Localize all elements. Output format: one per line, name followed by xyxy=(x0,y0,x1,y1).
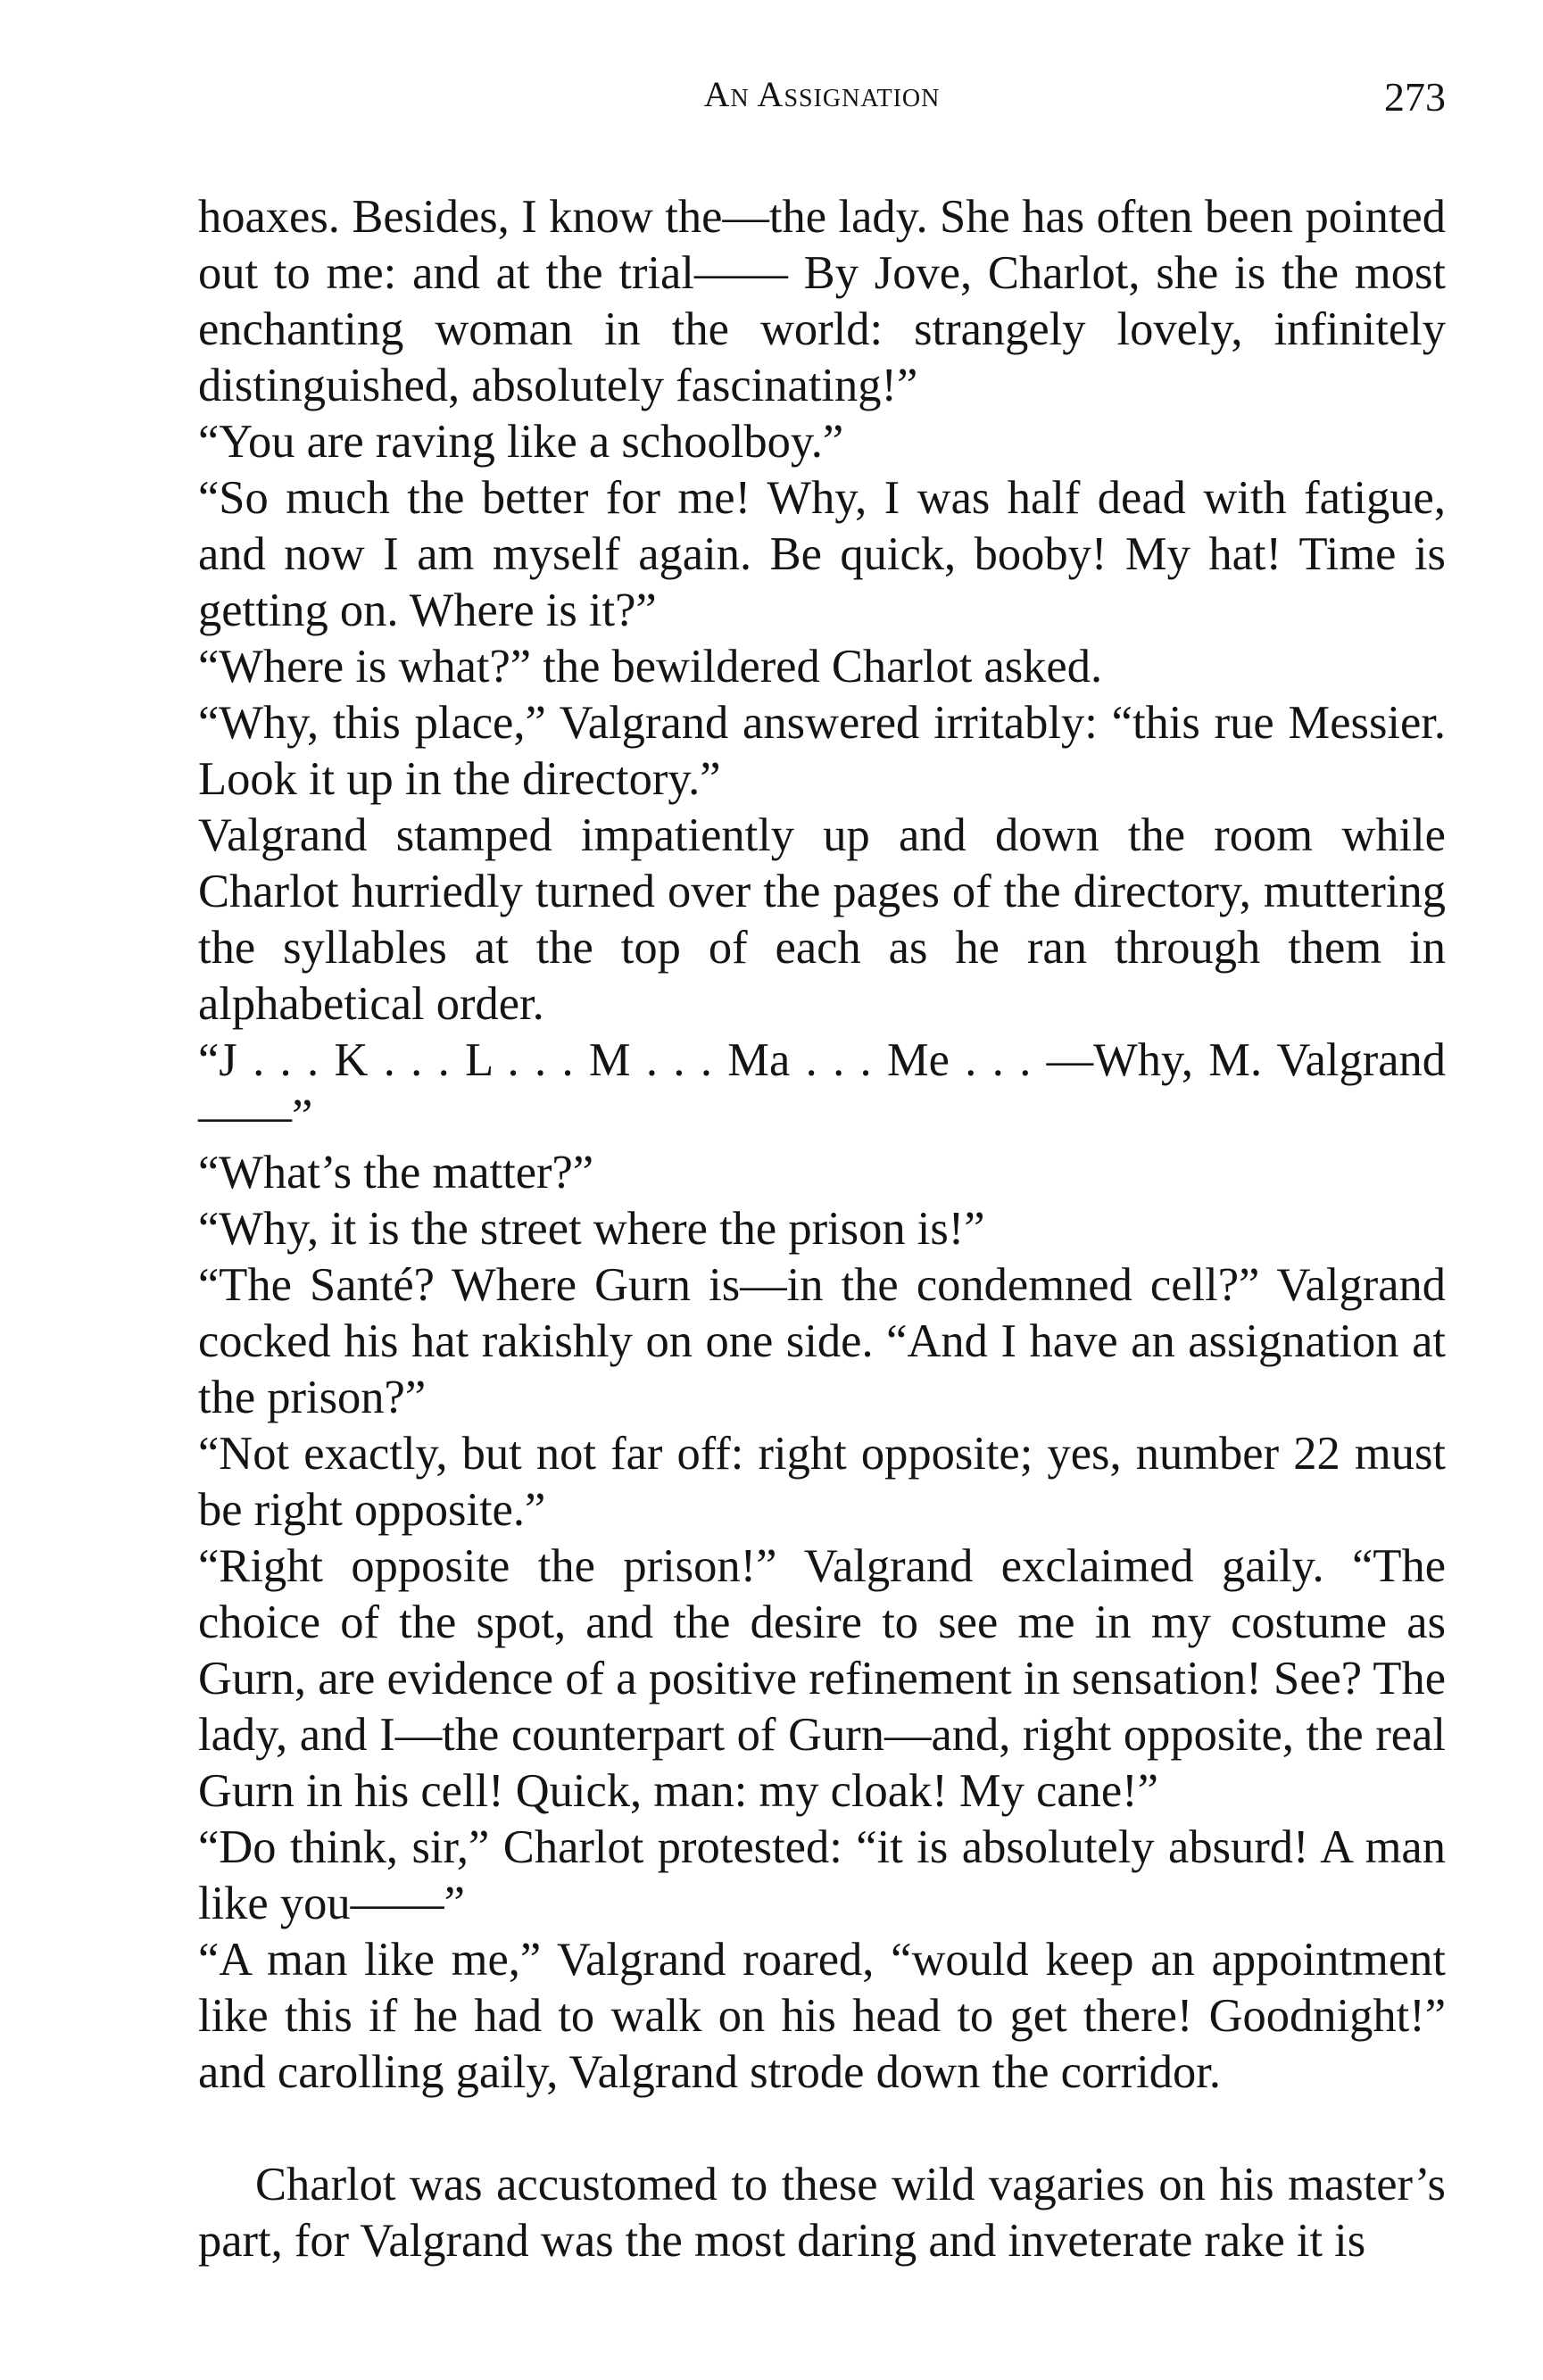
paragraph-13: “Do think, sir,” Charlot protested: “it is absolutely absurd! A man like you——” xyxy=(198,1821,1446,1929)
paragraph-1: hoaxes. Besides, I know the—the lady. She has often been pointed out to me: and at the trial—— By Jove, Charlot, she is the most enchanting woman in the world: strangely lovely, infinitely distinguished, absolutely fascinating!” xyxy=(198,191,1446,411)
paragraph-10: “The Santé? Where Gurn is—in the condemned cell?” Valgrand cocked his hat rakishly on one side. “And I have an assignation at the prison?” xyxy=(198,1259,1446,1423)
paragraph-3: “So much the better for me! Why, I was half dead with fatigue, and now I am myself again. Be quick, booby! My hat! Time is getting on. Where is it?” xyxy=(198,472,1446,636)
paragraph-5: “Why, this place,” Valgrand answered irritably: “this rue Messier. Look it up in the directory.” xyxy=(198,697,1446,805)
paragraph-4: “Where is what?” the bewildered Charlot asked. xyxy=(198,641,1103,692)
running-head xyxy=(198,73,1446,127)
paragraph-15: Charlot was accustomed to these wild vagaries on his master’s part, for Valgrand was the most daring and inveterate rake it is xyxy=(198,2159,1446,2267)
paragraph-6: Valgrand stamped impatiently up and down the room while Charlot hurriedly turned over the pages of the directory, muttering the syllables at the top of each as he ran through them in alphabetical order. xyxy=(198,809,1446,1030)
paragraph-12: “Right opposite the prison!” Valgrand exclaimed gaily. “The choice of the spot, and the desire to see me in my costume as Gurn, are evidence of a positive refinement in sensation! See? The lady, and I—the counterpart of Gurn—and, right opposite, the real Gurn in his cell! Quick, man: my cloak! My cane!” xyxy=(198,1540,1446,1817)
paragraph-9: “Why, it is the street where the prison is!” xyxy=(198,1203,985,1255)
paragraph-14: “A man like me,” Valgrand roared, “would keep an appointment like this if he had to walk on his head to get there! Goodnight!” and carolling gaily, Valgrand strode down the corridor. xyxy=(198,1934,1446,2098)
paragraph-2: “You are raving like a schoolboy.” xyxy=(198,416,844,468)
page-number: 273 xyxy=(1384,74,1446,120)
paragraph-11: “Not exactly, but not far off: right opposite; yes, number 22 must be right opposite.” xyxy=(198,1428,1446,1536)
paragraph-8: “What’s the matter?” xyxy=(198,1147,594,1198)
running-title: An Assignation xyxy=(703,74,941,114)
body-text xyxy=(198,189,1446,2269)
paragraph-7: “J . . . K . . . L . . . M . . . Ma . . . Me . . . —Why, M. Valgrand——” xyxy=(198,1034,1446,1142)
